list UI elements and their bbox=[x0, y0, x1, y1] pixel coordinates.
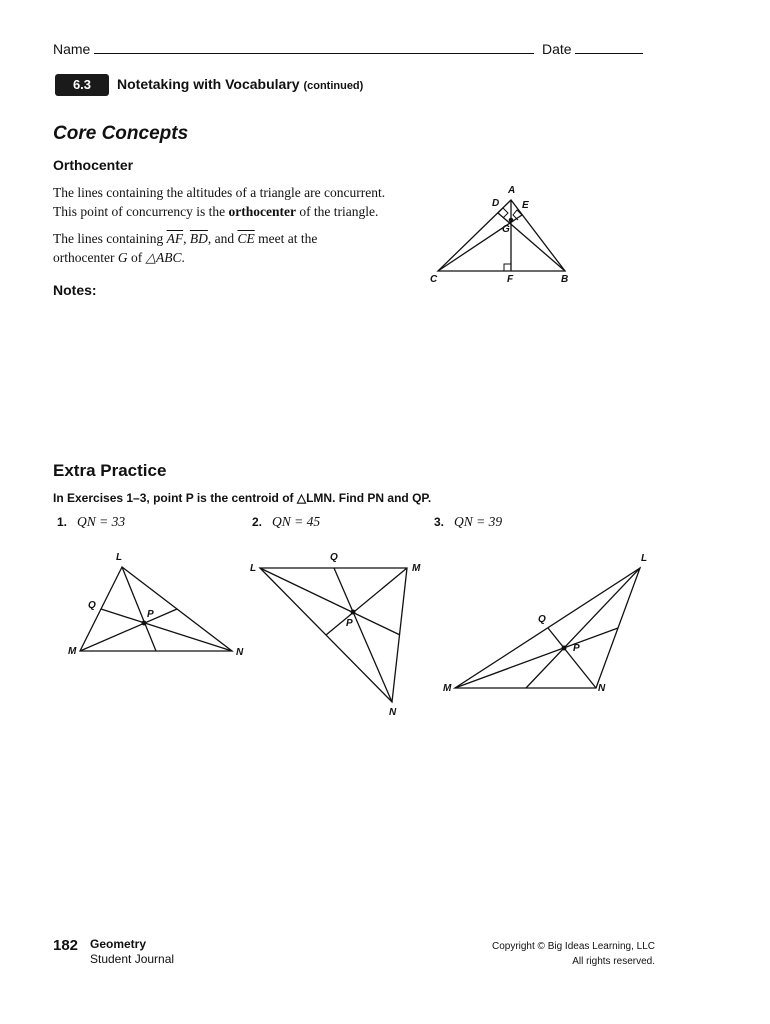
label-g: G bbox=[502, 224, 510, 235]
fig3-label-p: P bbox=[573, 643, 580, 654]
name-label: Name bbox=[53, 41, 91, 57]
right-angle-f bbox=[504, 264, 511, 271]
label-d: D bbox=[492, 198, 500, 209]
figure-3-triangle bbox=[450, 560, 650, 700]
exercise-2-number: 2. bbox=[252, 515, 263, 529]
book-title-sub: Student Journal bbox=[90, 952, 175, 966]
fig3-label-q: Q bbox=[538, 614, 546, 625]
label-c: C bbox=[430, 274, 438, 285]
figure-3-centroid bbox=[562, 646, 567, 651]
name-field[interactable] bbox=[53, 41, 534, 57]
name-blank[interactable] bbox=[94, 41, 534, 54]
fig2-label-m: M bbox=[412, 563, 421, 574]
altitudes-statement bbox=[53, 229, 423, 267]
altitude-bd bbox=[498, 213, 565, 271]
fig1-label-m: M bbox=[68, 646, 77, 657]
figure-1-median-n bbox=[101, 609, 232, 651]
figure-2-triangle bbox=[250, 560, 420, 710]
extra-practice-instructions: In Exercises 1–3, point P is the centroid of △LMN. Find PN and QP. bbox=[53, 491, 432, 505]
section-title bbox=[117, 76, 363, 92]
segment-bd: $\overline{BD}$ bbox=[189, 231, 208, 246]
orthocenter-definition bbox=[53, 183, 423, 221]
figure-2-outline bbox=[260, 568, 407, 702]
copyright-text: Copyright © Big Ideas Learning, LLC bbox=[491, 941, 655, 952]
exercise-3-number: 3. bbox=[434, 515, 445, 529]
fig3-label-l: L bbox=[641, 553, 648, 564]
definition-line-2: This point of concurrency is the orthocenter of the triangle. bbox=[53, 204, 379, 219]
triangle-abc-shape bbox=[438, 200, 565, 271]
point-g: G bbox=[117, 250, 128, 265]
orthocenter-point bbox=[509, 218, 514, 223]
label-f: F bbox=[507, 274, 514, 285]
fig2-label-l: L bbox=[250, 563, 257, 574]
fig1-label-q: Q bbox=[88, 600, 96, 611]
date-blank[interactable] bbox=[575, 41, 643, 54]
fig1-label-p: P bbox=[147, 609, 154, 620]
section-subtitle: (continued) bbox=[303, 80, 364, 92]
section-title-text: Notetaking with Vocabulary bbox=[117, 76, 300, 92]
copyright-notice bbox=[492, 939, 655, 969]
date-field[interactable] bbox=[542, 41, 643, 57]
exercise-2 bbox=[252, 514, 320, 530]
altitudes-line-2: orthocenter G of △ABC. bbox=[53, 250, 185, 265]
triangle-abc: △ABC bbox=[145, 250, 182, 265]
date-label: Date bbox=[542, 41, 572, 57]
exercise-1-given: QN = 33 bbox=[77, 514, 126, 529]
fig1-label-n: N bbox=[236, 647, 244, 658]
figure-2-centroid bbox=[351, 610, 356, 615]
exercise-3 bbox=[434, 514, 502, 530]
figure-3-median-m bbox=[455, 628, 618, 688]
segment-af: $\overline{AF}$ bbox=[166, 231, 184, 246]
exercise-3-given: QN = 39 bbox=[454, 514, 503, 529]
orthocenter-heading: Orthocenter bbox=[53, 157, 134, 173]
label-b: B bbox=[561, 274, 569, 285]
fig3-label-n: N bbox=[598, 683, 606, 694]
label-a: A bbox=[508, 185, 516, 196]
fig2-label-p: P bbox=[346, 618, 353, 629]
orthocenter-term: orthocenter bbox=[228, 204, 296, 219]
figure-1-median-m bbox=[80, 609, 177, 651]
fig2-label-q: Q bbox=[330, 552, 338, 563]
fig1-label-l: L bbox=[116, 552, 123, 563]
figure-1-centroid bbox=[142, 621, 147, 626]
exercise-1-number: 1. bbox=[57, 515, 68, 529]
extra-practice-heading: Extra Practice bbox=[53, 461, 167, 480]
rights-text: All rights reserved. bbox=[572, 956, 655, 967]
definition-line-1: The lines containing the altitudes of a triangle are concurrent. bbox=[53, 185, 386, 200]
figure-2-median-l bbox=[260, 568, 400, 635]
section-number-badge: 6.3 bbox=[55, 74, 109, 96]
fig3-label-m: M bbox=[443, 683, 452, 694]
figure-3-median-l bbox=[526, 568, 640, 688]
page-number: 182 bbox=[53, 937, 79, 954]
notes-label: Notes: bbox=[53, 282, 97, 298]
altitudes-line-1: The lines containing $\overline{AF}$, $\overline{BD}$, and $\overline{CE}$ meet at the bbox=[53, 231, 318, 246]
book-title bbox=[90, 937, 174, 967]
fig2-label-n: N bbox=[389, 707, 397, 718]
core-concepts-heading: Core Concepts bbox=[53, 123, 189, 144]
figure-3-outline bbox=[455, 568, 640, 688]
exercise-2-given: QN = 45 bbox=[272, 514, 321, 529]
label-e: E bbox=[522, 200, 529, 211]
segment-ce: $\overline{CE}$ bbox=[237, 231, 255, 246]
exercise-1 bbox=[57, 514, 125, 530]
book-title-main: Geometry bbox=[90, 937, 147, 951]
